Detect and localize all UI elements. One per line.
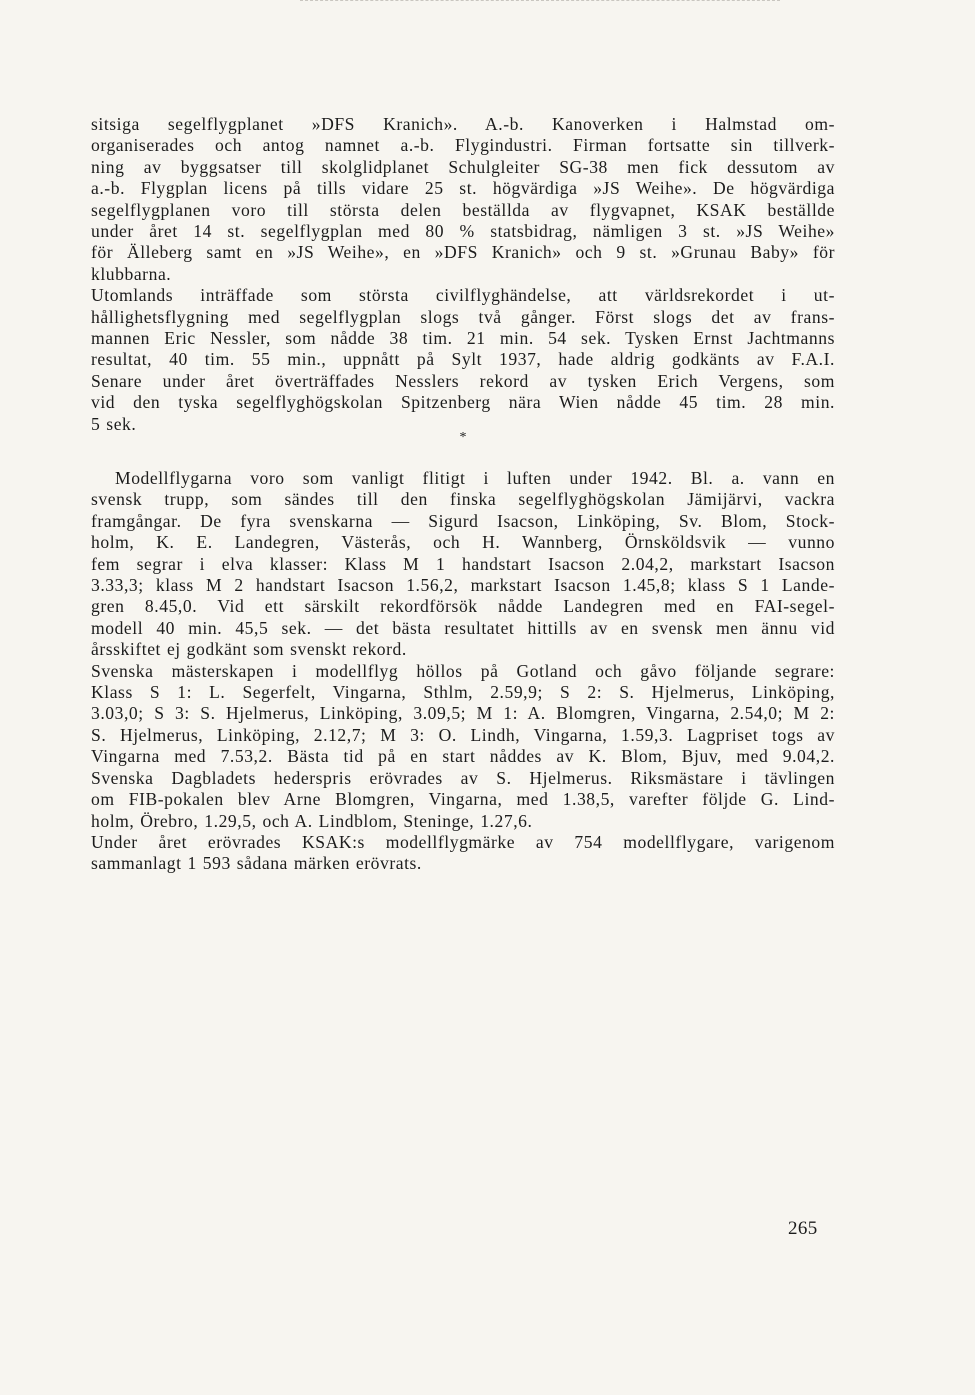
paragraph-championships [91, 661, 835, 832]
text-line: ning av byggsatser till skolglidplanet Schulgleiter SG-38 men fick dessutom av [91, 156, 835, 177]
text-line: mannen Eric Nessler, som nådde 38 tim. 21 min. 54 sek. Tysken Ernst Jachtmanns [91, 328, 835, 349]
text-line: om FIB-pokalen blev Arne Blomgren, Vingarna, med 1.38,5, varefter följde G. Lind- [91, 789, 835, 810]
text-line: framgångar. De fyra svenskarna — Sigurd Isacson, Linköping, Sv. Blom, Stock- [91, 510, 835, 531]
text-line: 3.33,3; klass M 2 handstart Isacson 1.56,2, markstart Isacson 1.45,8; klass S 1 Lande- [91, 575, 835, 596]
paragraph-model-flyers [91, 468, 835, 661]
paragraph-world-record [91, 285, 835, 435]
text-line: gren 8.45,0. Vid ett särskilt rekordförsök nådde Landegren med en FAI-segel- [91, 596, 835, 617]
text-line: Modellflygarna voro som vanligt flitigt i luften under 1942. Bl. a. vann en [115, 468, 835, 488]
text-line: svensk trupp, som sändes till den finska segelflyghögskolan Jämijärvi, vackra [91, 489, 835, 510]
text-line: klubbarna. [91, 263, 172, 284]
text-line: a.-b. Flygplan licens på tills vidare 25 st. högvärdiga »JS Weihe». De högvärdiga [91, 178, 835, 199]
paragraph-sailplane-production [91, 114, 835, 285]
text-line: för Älleberg samt en »JS Weihe», en »DFS Kranich» och 9 st. »Grunau Baby» för [91, 242, 835, 263]
text-line: fem segrar i elva klasser: Klass M 1 handstart Isacson 2.04,2, markstart Isacson [91, 553, 835, 574]
page-number: 265 [788, 1218, 818, 1239]
page-top-edge [300, 0, 780, 7]
text-line: segelflygplanen voro till största delen beställda av flygvapnet, KSAK beställde [91, 199, 835, 220]
text-line: Vingarna med 7.53,2. Bästa tid på en start nåddes av K. Blom, Bjuv, med 9.04,2. [91, 746, 835, 767]
text-line: Under året erövrades KSAK:s modellflygmärke av 754 modellflygare, varigenom [91, 831, 835, 852]
text-line: Utomlands inträffade som största civilflyghändelse, att världsrekordet i ut- [91, 285, 835, 306]
text-line: sammanlagt 1 593 sådana märken erövrats. [91, 853, 422, 874]
text-line: Senare under året överträffades Nesslers rekord av tysken Erich Vergens, som [91, 370, 835, 391]
section-separator-asterisk: * [459, 430, 467, 445]
text-line: vid den tyska segelflyghögskolan Spitzenberg nära Wien nådde 45 tim. 28 min. [91, 392, 835, 413]
text-line: resultat, 40 tim. 55 min., uppnått på Sylt 1937, hade aldrig godkänts av F.A.I. [91, 349, 835, 370]
section-model-flying [91, 468, 835, 875]
text-line: sitsiga segelflygplanet »DFS Kranich». A.-b. Kanoverken i Halmstad om- [91, 114, 835, 134]
text-line: Klass S 1: L. Segerfelt, Vingarna, Sthlm, 2.59,9; S 2: S. Hjelmerus, Linköping, [91, 682, 835, 703]
section-sailplanes [91, 114, 835, 435]
text-line: modell 40 min. 45,5 sek. — det bästa resultatet hittills av en svensk men ännu vid [91, 617, 835, 638]
text-line: holm, Örebro, 1.29,5, och A. Lindblom, Steninge, 1.27,6. [91, 810, 533, 831]
text-line: organiserades och antog namnet a.-b. Flygindustri. Firman fortsatte sin tillverk- [91, 135, 835, 156]
text-line: hållighetsflygning med segelflygplan slogs två gånger. Först slogs det av frans- [91, 306, 835, 327]
text-line: Svenska Dagbladets hederspris erövrades av S. Hjelmerus. Riksmästare i tävlingen [91, 767, 835, 788]
text-line: S. Hjelmerus, Linköping, 2.12,7; M 3: O. Lindh, Vingarna, 1.59,3. Lagpriset togs av [91, 724, 835, 745]
paragraph-badges [91, 832, 835, 875]
text-line: årsskiftet ej godkänt som svenskt rekord. [91, 639, 407, 660]
text-line: under året 14 st. segelflygplan med 80 % statsbidrag, nämligen 3 st. »JS Weihe» [91, 221, 835, 242]
text-line: 3.03,0; S 3: S. Hjelmerus, Linköping, 3.09,5; M 1: A. Blomgren, Vingarna, 2.54,0; M 2: [91, 703, 835, 724]
text-line: Svenska mästerskapen i modellflyg höllos på Gotland och gåvo följande segrare: [91, 660, 835, 681]
text-line: holm, K. E. Landegren, Västerås, och H. Wannberg, Örnsköldsvik — vunno [91, 532, 835, 553]
text-line: 5 sek. [91, 413, 137, 434]
